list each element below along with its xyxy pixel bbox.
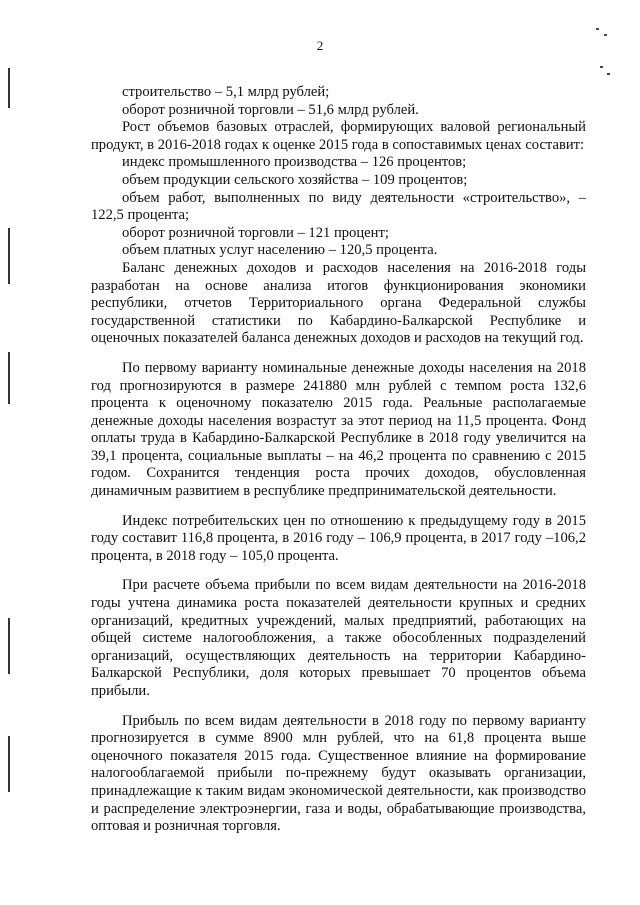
margin-revision-bar [8,618,10,674]
list-item: строительство – 5,1 млрд рублей; [122,84,330,100]
document-body [91,84,586,836]
scan-speck [604,34,607,36]
margin-revision-bar [8,68,10,108]
paragraph: Рост объемов базовых отраслей, формирующих валовой региональный продукт, в 2016-2018 годах к оценке 2015 года в сопоставимых ценах составит: [91,119,586,153]
paragraph-gap [91,701,586,713]
list-item: оборот розничной торговли – 121 процент; [122,224,389,241]
margin-revision-bar [8,228,10,284]
paragraph: Индекс потребительских цен по отношению к предыдущему году в 2015 году составит 116,8 процента, в 2016 году – 106,9 процента, в 2017 году –106,2 процента, в 2018 году – 105,0 процента. [91,512,586,564]
margin-revision-bar [8,736,10,792]
list-item: оборот розничной торговли – 51,6 млрд рублей. [122,101,419,118]
paragraph-gap [91,565,586,577]
paragraph-gap [91,348,586,360]
margin-revision-bar [8,352,10,404]
paragraph: Баланс денежных доходов и расходов населения на 2016-2018 годы разработан на основе анализа итогов функционирования экономики республики, отчетов Территориального органа Федеральной службы государственной статистики по Кабардино-Балкарской Республике и оценочных показателей баланса денежных доходов и расходов на текущий год. [91,259,586,347]
paragraph: По первому варианту номинальные денежные доходы населения на 2018 год прогнозируются в размере 241880 млн рублей с темпом роста 132,6 процента к оценочному показателю 2015 года. Реальные располагаемые денежные доходы населения возрастут за этот период на 11,5 процента. Фонд оплаты труда в Кабардино-Балкарской Республике в 2018 году увеличится на 39,1 процента, социальные выплаты – на 46,2 процента по сравнению с 2015 годом. Сохранится тенденция роста прочих доходов, обусловленная динамичным развитием в республике предпринимательской деятельности. [91,359,586,500]
scan-speck [607,73,610,75]
list-item: объем платных услуг населению – 120,5 процента. [122,242,438,259]
paragraph: При расчете объема прибыли по всем видам деятельности на 2016-2018 годы учтена динамика роста показателей деятельности крупных и средних организаций, кредитных учреждений, малых предприятий, работающих на общей системе налогообложения, а также обособленных подразделений организаций, осуществляющих деятельность на территории Кабардино-Балкарской Республики, доля которых превышает 70 процентов объема прибыли. [91,577,586,699]
list-item: индекс промышленного производства – 126 процентов; [122,154,467,171]
paragraph: Прибыль по всем видам деятельности в 2018 году по первому варианту прогнозируется в сумме 8900 млн рублей, что на 61,8 процента выше оценочного показателя 2015 года. Существенное влияние на формирование налогооблагаемой прибыли по-прежнему будут оказывать организации, принадлежащие к таким видам экономической деятельности, как производство и распределение электроэнергии, газа и воды, обрабатывающие производства, оптовая и розничная торговля. [91,712,586,835]
scan-speck [596,28,599,30]
page-number: 2 [316,38,324,53]
paragraph-gap [91,501,586,513]
scan-speck [600,66,603,68]
list-item: объем продукции сельского хозяйства – 109 процентов; [122,171,468,188]
list-item: объем работ, выполненных по виду деятельности «строительство», – 122,5 процента; [91,189,586,224]
